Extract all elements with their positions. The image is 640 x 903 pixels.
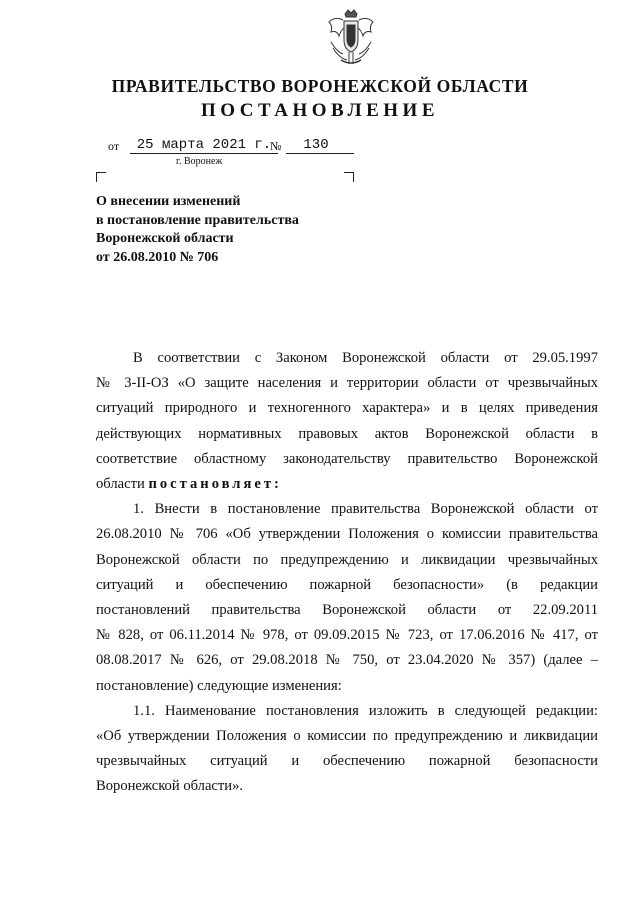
item-1-line: постановлений правительства Воронежской области от 22.09.2011 xyxy=(96,602,598,619)
item-1-1-line: 1.1. Наименование постановления изложить в следующей редакции: xyxy=(133,702,598,719)
subject-line: от 26.08.2010 № 706 xyxy=(96,249,219,265)
document-body xyxy=(96,346,598,800)
preamble-line: № 3-II-ОЗ «О защите населения и территории области от чрезвычайных xyxy=(96,375,598,392)
preamble-line: ситуаций природного и техногенного характера» и в целях приведения xyxy=(96,400,598,417)
preamble-line: действующих нормативных правовых актов Воронежской области в xyxy=(96,425,598,442)
subject-line: в постановление правительства xyxy=(96,212,299,228)
item-1-line: 26.08.2010 № 706 «Об утверждении Положения о комиссии правительства xyxy=(96,526,598,543)
document-number: 130 xyxy=(303,137,329,153)
document-subject xyxy=(96,193,396,267)
organization-title: ПРАВИТЕЛЬСТВО ВОРОНЕЖСКОЙ ОБЛАСТИ xyxy=(111,76,529,96)
item-1-line: ситуаций и обеспечению пожарной безопасности» (в редакции xyxy=(96,576,598,593)
document-type-title: ПОСТАНОВЛЕНИЕ xyxy=(200,100,440,121)
item-1-1-line: «Об утверждении Положения о комиссии по предупреждению и ликвидации xyxy=(96,728,598,745)
subject-line: Воронежской области xyxy=(96,231,234,246)
corner-mark-right xyxy=(344,172,354,182)
number-underline xyxy=(286,153,354,154)
city-label: г. Воронеж xyxy=(176,156,223,167)
preamble-last-word: области xyxy=(96,476,145,493)
item-1-line: 08.08.2017 № 626, от 29.08.2018 № 750, от 23.04.2020 № 357) (далее – xyxy=(96,652,598,669)
preamble-line: В соответствии с Законом Воронежской области от 29.05.1997 xyxy=(133,350,598,366)
item-1-line: № 828, от 06.11.2014 № 978, от 09.09.2015 № 723, от 17.06.2016 № 417, от xyxy=(96,627,598,644)
coat-of-arms-icon xyxy=(325,8,377,70)
date-underline xyxy=(130,153,278,154)
number-prefix: № xyxy=(270,139,282,153)
corner-mark-left xyxy=(96,172,106,182)
document-date: 25 марта 2021 г. xyxy=(136,137,272,153)
item-1-1-line: чрезвычайных ситуаций и обеспечению пожарной безопасности xyxy=(96,753,598,770)
preamble-line: соответствие областному законодательству правительство Воронежской xyxy=(96,450,598,467)
subject-line: О внесении изменений xyxy=(96,194,241,209)
item-1-1-last-line: Воронежской области». xyxy=(96,778,244,795)
decree-word: постановляет: xyxy=(148,476,282,493)
item-1-line: 1. Внести в постановление правительства Воронежской области от xyxy=(133,501,598,518)
preamble-last-line xyxy=(96,472,598,497)
item-1-last-line: постановление) следующие изменения: xyxy=(96,677,342,694)
item-1-line: Воронежской области по предупреждению и ликвидации чрезвычайных xyxy=(96,551,598,568)
date-prefix: от xyxy=(108,139,120,153)
